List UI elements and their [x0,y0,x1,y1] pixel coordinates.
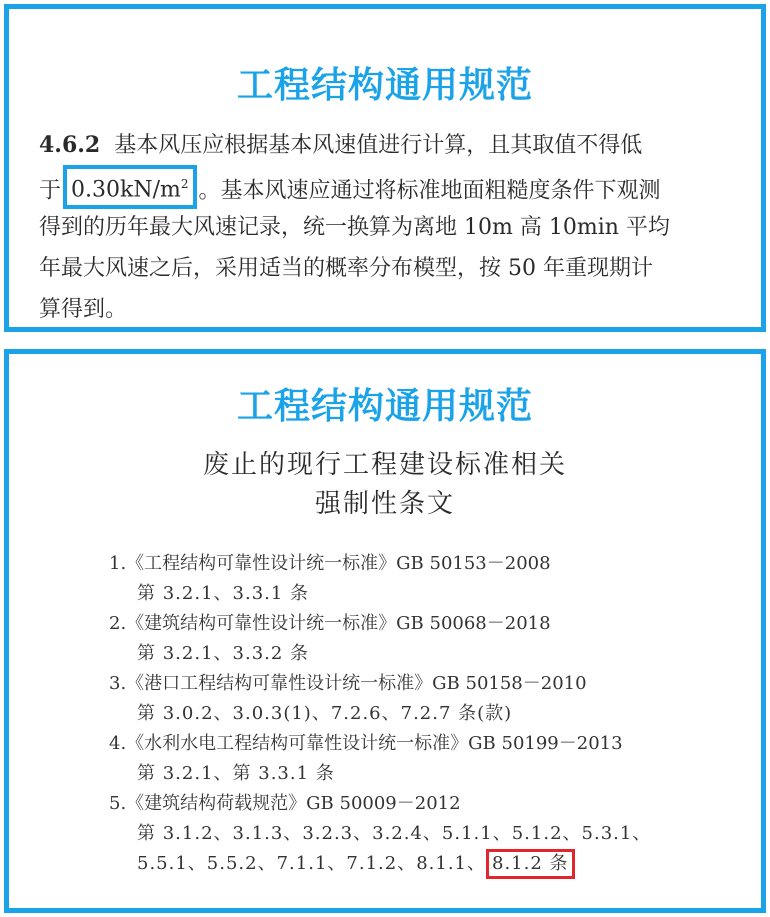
banner-title: 工程结构通用规范 [236,65,533,106]
standard-title: 3.《港口工程结构可靠性设计统一标准》GB 50158－2010 [109,673,587,694]
doc-heading-line-1: 废止的现行工程建设标准相关 [202,450,567,480]
standard-clauses: 第 3.2.1、第 3.3.1 条 [137,763,335,784]
clause-line: 算得到。 [39,297,128,322]
clause-line-prefix: 于 [39,178,62,204]
abolished-standards-panel [4,349,766,913]
clauses-prefix: 5.5.1、5.5.2、7.1.1、7.1.2、8.1.1、 [137,853,486,874]
standard-clauses: 第 3.2.1、3.3.2 条 [137,643,310,664]
standard-title: 2.《建筑结构可靠性设计统一标准》GB 50068－2018 [109,613,551,634]
banner-title: 工程结构通用规范 [236,386,533,427]
clause-panel [4,4,766,332]
standard-clauses: 第 3.1.2、3.1.3、3.2.3、3.2.4、5.1.1、5.1.2、5.3.1、 [137,823,652,844]
wind-pressure-value: 0.30kN/m [71,177,181,203]
highlighted-wind-pressure-value [63,165,196,209]
highlighted-clause-8-1-2: 8.1.2 条 [486,849,575,879]
clause-number: 4.6.2 [39,132,101,158]
clause-line: 得到的历年最大风速记录，统一换算为离地 10m 高 10min 平均 [39,215,670,240]
unit-superscript: 2 [180,177,189,191]
standard-clauses: 第 3.2.1、3.3.1 条 [137,583,310,604]
clause-line-text: 基本风压应根据基本风速值进行计算，且其取值不得低 [114,133,643,158]
standard-clauses-continued [137,849,575,879]
clause-line [39,125,642,166]
doc-heading-line-2: 强制性条文 [314,489,455,519]
clause-line: 年最大风速之后，采用适当的概率分布模型，按 50 年重现期计 [39,256,653,281]
standard-clauses: 第 3.0.2、3.0.3(1)、7.2.6、7.2.7 条(款) [137,703,513,724]
standard-title: 5.《建筑结构荷载规范》GB 50009－2012 [109,793,461,814]
clause-line [39,166,661,207]
clause-line-suffix: 。基本风速应通过将标准地面粗糙度条件下观测 [198,178,661,204]
standard-title: 1.《工程结构可靠性设计统一标准》GB 50153－2008 [109,553,551,574]
standard-title: 4.《水利水电工程结构可靠性设计统一标准》GB 50199－2013 [109,733,623,754]
